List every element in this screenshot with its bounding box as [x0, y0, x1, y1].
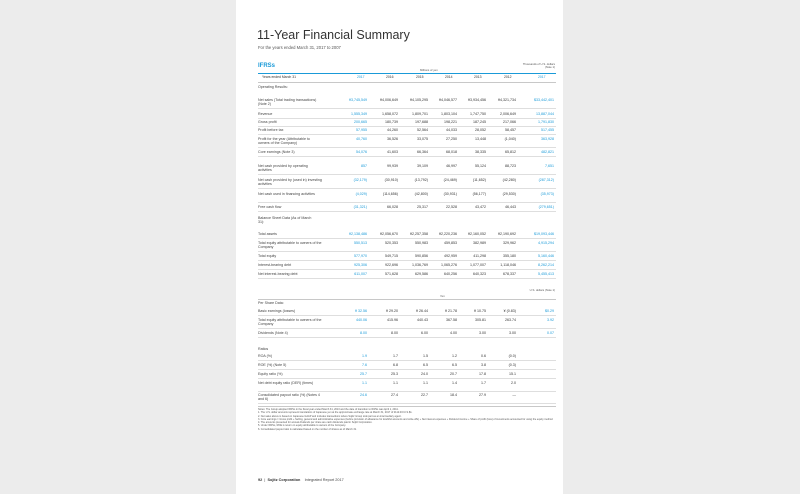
operating-row-label: Gross profit — [258, 120, 277, 124]
ratio-row-cell: 3.8 — [481, 363, 486, 367]
balance-row-cell: 629,586 — [415, 272, 428, 276]
row-divider — [258, 134, 556, 135]
ratio-row-cell: 1.7 — [393, 354, 398, 358]
ratio-row-cell: — — [512, 393, 516, 397]
balance-row-cell: 1,036,769 — [412, 263, 428, 267]
row-divider — [258, 391, 556, 392]
operating-row-cell: ¥4,006,649 — [380, 98, 398, 102]
operating-row-cell: 36,526 — [387, 137, 398, 141]
balance-row-cell: 549,715 — [385, 254, 398, 258]
per-share-row-cell: 440.06 — [356, 318, 367, 322]
ratio-row-cell: 0.6 — [481, 354, 486, 358]
note-line: Notes: The Group adopted IFRSs in the fiscal year ended March 31, 2013 and the date of transition to IFRSs was April 1, 2011. — [258, 408, 399, 411]
ratio-row-cell: 18.4 — [450, 393, 457, 397]
operating-row-cell: 38,335 — [475, 150, 486, 154]
ratio-row-cell: 15.1 — [509, 372, 516, 376]
ratio-row-cell: (0.3) — [508, 363, 516, 367]
operating-row-cell: 44,033 — [446, 128, 457, 132]
ratio-row-cell: 1.2 — [452, 354, 457, 358]
operating-row-cell: (114,656) — [382, 192, 398, 196]
balance-row-label: Net interest-bearing debt — [258, 272, 298, 276]
operating-row-cell: 197,688 — [415, 120, 428, 124]
balance-row-cell: 611,007 — [354, 272, 367, 276]
page-footer: 92 | Sojitz Corporation Integrated Report 2017 — [258, 478, 344, 482]
units-yen: Millions of yen — [420, 68, 438, 72]
operating-row-cell: 55,124 — [475, 164, 486, 168]
report-page — [236, 0, 563, 494]
balance-row-cell: ¥2,160,052 — [468, 232, 486, 236]
balance-row-cell: $19,093,446 — [534, 232, 554, 236]
operating-row-cell: 33,075 — [417, 137, 428, 141]
note-line: 1. The U.S. dollar amounts represent translations of Japanese yen at the approximate exchange rate at March 31, 2017 of ¥112.00=U.S.$1. — [258, 411, 413, 415]
ratio-row-cell: 27.9 — [479, 393, 486, 397]
header-year: 2015 — [416, 75, 424, 79]
balance-row-cell: 355,180 — [503, 254, 516, 258]
operating-row-cell: 41,603 — [387, 150, 398, 154]
operating-row-cell: 27,250 — [446, 137, 457, 141]
per-share-row-cell: 3.00 — [479, 331, 486, 335]
ratio-row-cell: 1.4 — [452, 381, 457, 385]
ratio-row-label: ROA (%) — [258, 354, 273, 358]
operating-row-label: Net cash provided by operating activities — [258, 164, 308, 173]
report-name: Integrated Report 2017 — [304, 478, 344, 482]
operating-row-cell: 88,723 — [505, 164, 516, 168]
page-subtitle: For the years ended March 31, 2017 to 2007 — [258, 45, 341, 50]
per-share-row-cell: 8.00 — [391, 331, 398, 335]
balance-row-cell: 492,959 — [444, 254, 457, 258]
operating-row-cell: ¥4,046,577 — [439, 98, 457, 102]
operating-row-cell: 198,221 — [444, 120, 457, 124]
operating-row-cell: 857 — [361, 164, 367, 168]
balance-row-cell: 382,989 — [473, 241, 486, 245]
section-ratios: Ratios — [258, 347, 269, 351]
note-line: 6. Consolidated payout ratio is calculated based on the number of shares as of March 31. — [258, 427, 357, 431]
balance-row-cell: 5,455,413 — [538, 272, 554, 276]
operating-row-cell: 43,472 — [475, 205, 486, 209]
per-share-row-cell: ¥ 29.20 — [386, 309, 398, 313]
balance-row-cell: ¥2,056,670 — [380, 232, 398, 236]
operating-row-cell: (42,280) — [502, 178, 516, 182]
row-divider — [258, 269, 556, 270]
row-divider — [258, 108, 556, 109]
page-title: 11-Year Financial Summary — [257, 28, 410, 42]
balance-row-cell: ¥2,190,692 — [498, 232, 516, 236]
operating-row-cell: 13,887,044 — [536, 112, 554, 116]
header-year: 2013 — [474, 75, 482, 79]
balance-row-cell: 678,337 — [503, 272, 516, 276]
row-divider — [258, 337, 556, 338]
operating-row-label: Net cash used in financing activities — [258, 192, 315, 196]
ratio-row-label: ROE (%) (Note 5) — [258, 363, 287, 367]
ratio-row-cell: 1.1 — [393, 381, 398, 385]
ratio-row-cell: 27.4 — [391, 393, 398, 397]
operating-row-cell: (4,029) — [355, 192, 367, 196]
operating-row-cell: (56,177) — [472, 192, 486, 196]
ratio-row-cell: 1.7 — [481, 381, 486, 385]
balance-row-cell: 925,306 — [354, 263, 367, 267]
header-year: 2014 — [445, 75, 453, 79]
operating-row-cell: ¥3,745,549 — [349, 98, 367, 102]
balance-row-label: Total assets — [258, 232, 277, 236]
row-divider — [258, 278, 556, 279]
row-divider — [258, 369, 556, 370]
row-divider — [258, 156, 556, 157]
balance-row-cell: 1,118,046 — [500, 263, 516, 267]
operating-row-cell: 57,955 — [356, 128, 367, 132]
operating-row-cell: 46,997 — [446, 164, 457, 168]
balance-row-cell: 5,160,446 — [538, 254, 554, 258]
operating-row-cell: 187,245 — [473, 120, 486, 124]
operating-row-label: Free cash flow — [258, 205, 282, 209]
balance-row-cell: 550,983 — [415, 241, 428, 245]
operating-row-cell: 363,928 — [541, 137, 554, 141]
operating-row-cell: 517,455 — [541, 128, 554, 132]
ratio-row-cell: 24.0 — [421, 372, 428, 376]
operating-row-cell: 1,747,750 — [470, 112, 486, 116]
operating-row-cell: (30,931) — [443, 192, 457, 196]
ratio-row-label: Equity ratio (%) — [258, 372, 283, 376]
ratio-row-cell: 25.3 — [391, 372, 398, 376]
header-year: 2017 — [357, 75, 365, 79]
balance-row-cell: 411,298 — [473, 254, 486, 258]
operating-row-cell: 22,528 — [446, 205, 457, 209]
balance-row-cell: 590,856 — [415, 254, 428, 258]
operating-row-cell: 1,791,830 — [538, 120, 554, 124]
ratio-row-cell: 22.7 — [421, 393, 428, 397]
operating-row-cell: 13,448 — [475, 137, 486, 141]
balance-row-cell: 1,065,276 — [441, 263, 457, 267]
row-divider — [258, 147, 556, 148]
header-year: 2012 — [504, 75, 512, 79]
row-divider — [258, 260, 556, 261]
ratio-row-cell: 1.1 — [362, 381, 367, 385]
balance-row-cell: 8,262,214 — [538, 263, 554, 267]
operating-row-cell: 58,457 — [505, 128, 516, 132]
operating-row-cell: ¥3,934,456 — [468, 98, 486, 102]
ratio-row-cell: 1.9 — [362, 354, 367, 358]
balance-row-cell: ¥2,257,358 — [410, 232, 428, 236]
units-usd: Thousands of U.S. dollars (Note 1) — [522, 62, 555, 70]
balance-row-cell: ¥2,138,486 — [349, 232, 367, 236]
ratio-row-cell: 24.6 — [360, 393, 367, 397]
note-line: 4. The amounts presented for annual dividends per share are cash dividends paid in Sojitz Corporation. — [258, 421, 373, 424]
row-divider — [258, 315, 556, 316]
operating-row-cell: (24,469) — [443, 178, 457, 182]
operating-row-cell: (1,040) — [504, 137, 516, 141]
per-share-row-cell: 440.43 — [417, 318, 428, 322]
notes-block — [258, 408, 556, 431]
operating-row-cell: 52,564 — [417, 128, 428, 132]
operating-row-cell: 54,076 — [356, 150, 367, 154]
balance-row-cell: 329,962 — [503, 241, 516, 245]
operating-row-cell: (31,321) — [353, 205, 367, 209]
balance-row-cell: 1,077,007 — [470, 263, 486, 267]
per-share-row-label: Total equity attributable to owners of the Company — [258, 318, 322, 327]
ratio-row-cell: 1.5 — [423, 354, 428, 358]
operating-row-cell: 66,028 — [387, 205, 398, 209]
row-divider — [258, 126, 556, 127]
operating-row-cell: 39,109 — [417, 164, 428, 168]
per-share-row-cell: 367.58 — [446, 318, 457, 322]
operating-row-cell: ¥4,321,734 — [498, 98, 516, 102]
operating-row-cell: $33,442,401 — [534, 98, 554, 102]
operating-row-cell: (35,973) — [540, 192, 554, 196]
row-divider — [258, 174, 556, 175]
balance-row-cell: 577,970 — [354, 254, 367, 258]
per-share-row-cell: ¥ 26.44 — [416, 309, 428, 313]
per-share-row-cell: 305.81 — [475, 318, 486, 322]
per-share-row-label: Basic earnings (losses) — [258, 309, 296, 313]
ratio-row-cell: 6.5 — [452, 363, 457, 367]
operating-row-label: Profit for the year (Attributable to owners of the Company) — [258, 137, 310, 146]
ratio-row-cell: 2.0 — [511, 381, 516, 385]
balance-row-label: Total equity — [258, 254, 277, 258]
operating-row-cell: 7,651 — [545, 164, 554, 168]
operating-row-cell: 40,760 — [356, 137, 367, 141]
header-year: 2016 — [386, 75, 394, 79]
balance-row-cell: 4,915,294 — [538, 241, 554, 245]
operating-row-label: Core earnings (Note 3) — [258, 150, 295, 154]
operating-row-cell: 25,317 — [417, 205, 428, 209]
operating-row-cell: 66,364 — [417, 150, 428, 154]
operating-row-cell: (32,179) — [353, 178, 367, 182]
row-divider — [258, 251, 556, 252]
notes-rule — [258, 406, 556, 407]
per-share-row-cell: ¥ 10.75 — [474, 309, 486, 313]
ratio-row-label: Net debt equity ratio (DER) (times) — [258, 381, 314, 385]
per-share-row-cell: 415.96 — [387, 318, 398, 322]
operating-row-cell: 28,052 — [475, 128, 486, 132]
operating-row-cell: 46,443 — [505, 205, 516, 209]
section-operating: Operating Results: — [258, 85, 288, 89]
ratio-row-cell: 1.1 — [423, 381, 428, 385]
row-divider — [258, 238, 556, 239]
operating-row-cell: 180,739 — [385, 120, 398, 124]
balance-row-cell: 640,323 — [473, 272, 486, 276]
header-year-usd: 2017 — [538, 75, 546, 79]
balance-row-cell: ¥2,220,236 — [439, 232, 457, 236]
balance-row-label: Total equity attributable to owners of the Company — [258, 241, 322, 250]
per-share-row-cell: ¥ (0.83) — [503, 309, 516, 313]
operating-row-label: Revenue — [258, 112, 273, 116]
operating-row-label: Net cash provided by (used in) investing activities — [258, 178, 322, 187]
operating-row-cell: 99,939 — [387, 164, 398, 168]
operating-row-cell: (279,651) — [538, 205, 554, 209]
operating-row-cell: (11,652) — [472, 178, 486, 182]
ratio-row-cell: 20.7 — [450, 372, 457, 376]
ratio-row-cell: (0.0) — [508, 354, 516, 358]
operating-row-cell: (13,792) — [414, 178, 428, 182]
operating-row-label: Net sales (Total trading transactions) (Note 2) — [258, 98, 317, 107]
page-number: 92 — [258, 478, 263, 482]
note-line: 5. Under IFRSs, ROE is return on equity attributable to owners of the Company. — [258, 424, 347, 428]
standard-label: IFRSs — [258, 63, 276, 69]
per-share-units-usd: U.S. dollars (Note 1) — [529, 288, 555, 292]
operating-row-cell: 68,018 — [446, 150, 457, 154]
row-divider — [258, 360, 556, 361]
per-share-row-label: Dividends (Note 4) — [258, 331, 288, 335]
per-share-row-cell: 3.92 — [547, 318, 554, 322]
row-divider — [258, 202, 556, 203]
operating-row-cell: ¥4,105,295 — [410, 98, 428, 102]
per-share-row-cell: 263.74 — [505, 318, 516, 322]
per-share-row-cell: $0.29 — [545, 309, 554, 313]
per-share-row-cell: ¥ 32.56 — [355, 309, 367, 313]
balance-row-cell: 459,853 — [444, 241, 457, 245]
row-divider — [258, 188, 556, 189]
ratio-row-label: Consolidated payout ratio (%) (Notes 4 and 6) — [258, 393, 320, 402]
balance-row-cell: 520,353 — [385, 241, 398, 245]
operating-row-cell: (29,530) — [502, 192, 516, 196]
operating-row-cell: (42,800) — [414, 192, 428, 196]
per-share-row-cell: ¥ 21.78 — [445, 309, 457, 313]
note-line: 2. Net sales above is based on Japanese GAAP and includes transactions where Sojitz Group took part as an intermediary agent. — [258, 414, 402, 418]
row-divider — [258, 211, 556, 212]
ratio-row-cell: 6.5 — [423, 363, 428, 367]
operating-row-cell: 217,066 — [503, 120, 516, 124]
ratio-row-cell: 6.8 — [393, 363, 398, 367]
per-share-units-yen: Yen — [440, 294, 445, 298]
per-share-row-cell: 0.07 — [547, 331, 554, 335]
operating-row-cell: 65,812 — [505, 150, 516, 154]
ratio-row-cell: 7.6 — [362, 363, 367, 367]
balance-row-cell: 922,696 — [385, 263, 398, 267]
ratio-row-cell: 17.8 — [479, 372, 486, 376]
per-share-row-cell: 8.00 — [360, 331, 367, 335]
section-balance: Balance Sheet Data (As of March 31): — [258, 216, 312, 224]
operating-row-cell: 482,821 — [541, 150, 554, 154]
row-divider — [258, 118, 556, 119]
row-divider — [258, 378, 556, 379]
balance-row-cell: 640,256 — [444, 272, 457, 276]
operating-row-cell: 1,658,072 — [382, 112, 398, 116]
operating-row-cell: 2,006,649 — [500, 112, 516, 116]
per-share-row-cell: 3.00 — [509, 331, 516, 335]
operating-row-cell: 1,555,349 — [351, 112, 367, 116]
operating-row-cell: 1,809,701 — [412, 112, 428, 116]
operating-row-cell: (30,910) — [384, 178, 398, 182]
section-per-share: Per Share Data: — [258, 301, 284, 305]
note-line: 3. Core earnings = Gross profit + Selling, general and administrative expenses (before provision of allowance for doubtful accounts and write-offs) + Net interest expenses + Dividend income + Share of profit (loss) of investments accounted for using the equity method — [258, 417, 553, 421]
operating-row-cell: 200,665 — [354, 120, 367, 124]
operating-row-cell: (287,312) — [538, 178, 554, 182]
per-share-row-cell: 6.00 — [421, 331, 428, 335]
balance-row-cell: 571,628 — [385, 272, 398, 276]
operating-row-label: Profit before tax — [258, 128, 284, 132]
per-share-row-cell: 4.00 — [450, 331, 457, 335]
row-divider — [258, 403, 556, 404]
header-label: Years ended March 31 — [262, 75, 296, 79]
operating-row-cell: 1,803,104 — [441, 112, 457, 116]
row-divider — [258, 328, 556, 329]
balance-row-label: Interest-bearing debt — [258, 263, 292, 267]
operating-row-cell: 44,260 — [387, 128, 398, 132]
ratio-row-cell: 25.7 — [360, 372, 367, 376]
company-name: Sojitz Corporation — [267, 478, 301, 482]
balance-row-cell: 550,513 — [354, 241, 367, 245]
